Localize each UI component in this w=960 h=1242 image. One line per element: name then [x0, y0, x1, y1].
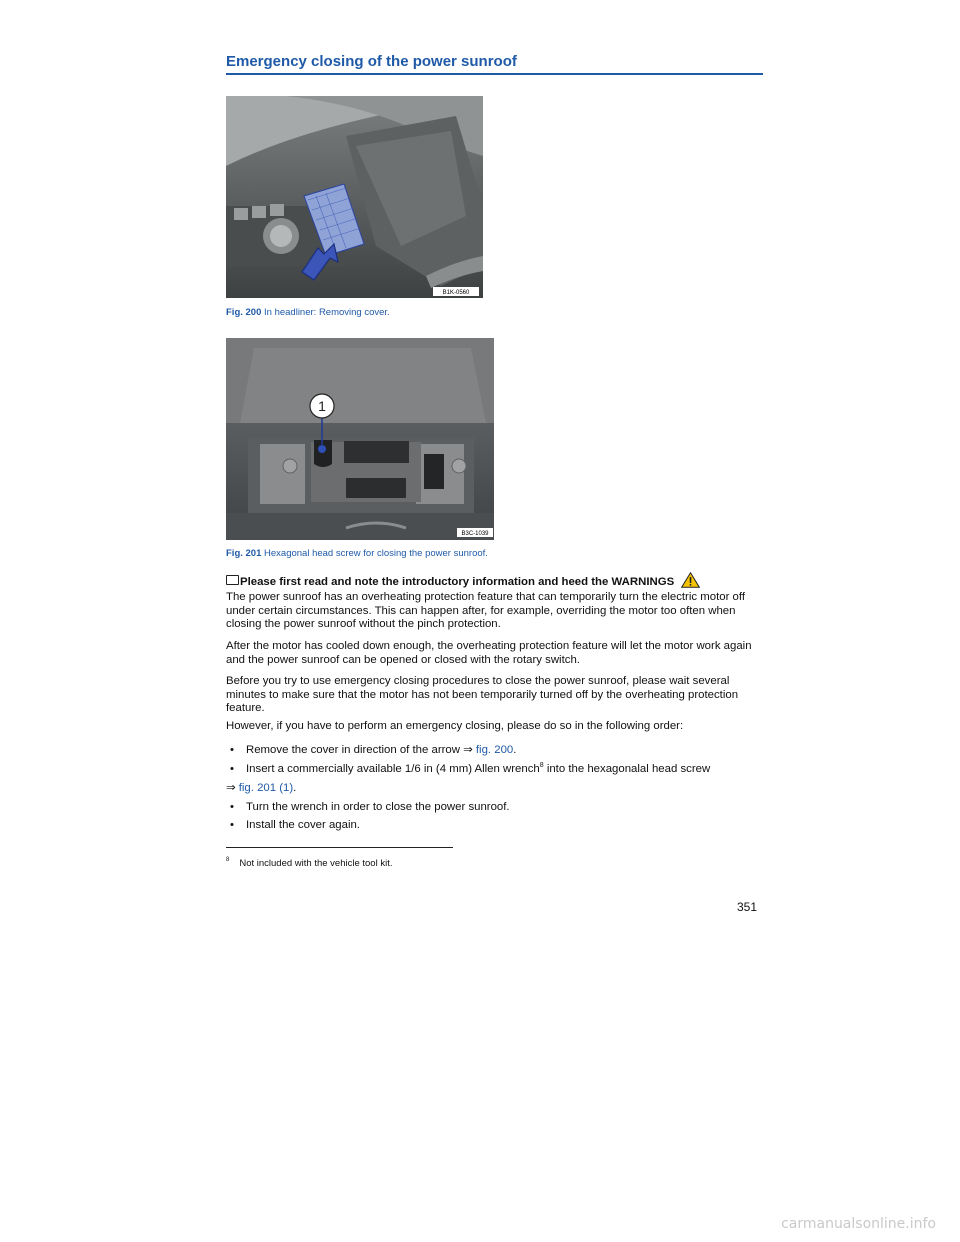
page-number: 351 — [737, 900, 758, 914]
paragraph-wait: Before you try to use emergency closing procedures to close the power sunroof, please wait several minutes to make sure that the motor has not been temporarily turned off by the overheating protection feature. — [226, 675, 739, 714]
footnote-divider — [226, 847, 453, 848]
title-underline — [226, 73, 763, 75]
figure-201-image — [226, 338, 494, 540]
fig-201-link[interactable]: fig. 201 (1) — [238, 782, 294, 794]
list-item: • Remove the cover in direction of the arrow ⇒ fig. 200. — [230, 744, 517, 756]
list-item: • Insert a commercially available 1/6 in (4 mm) Allen wrench$^8$ into the hexagonalal head screw — [230, 762, 711, 775]
book-icon — [226, 575, 239, 585]
figure-200-image — [226, 96, 483, 298]
fig-200-link[interactable]: fig. 200 — [475, 744, 514, 756]
footnote-ref[interactable]: 8 — [539, 762, 544, 769]
figure-200-code: B1K-0560 — [442, 290, 470, 296]
list-item: • Install the cover again. — [230, 819, 360, 831]
footnote-number: 8 — [226, 857, 230, 863]
section-title: Emergency closing of the power sunroof — [226, 53, 517, 70]
footnote-text: Not included with the vehicle tool kit. — [239, 858, 393, 869]
figure-201-caption-text: Hexagonal head screw for closing the power sunroof. — [264, 548, 488, 559]
bullet-icon: • — [230, 763, 234, 775]
bullet-icon: • — [230, 801, 234, 813]
figure-201-caption — [226, 548, 488, 559]
figure-201-label: Fig. 201 — [226, 548, 262, 559]
paragraph-cooled: After the motor has cooled down enough, the overheating protection feature will let the motor work again and the power sunroof can be opened or closed with the rotary switch. — [226, 640, 752, 666]
bullet-icon: • — [230, 819, 234, 831]
list-item: • Turn the wrench in order to close the power sunroof. — [230, 801, 510, 813]
figure-200-caption-text: In headliner: Removing cover. — [264, 307, 390, 318]
footnote — [226, 858, 392, 869]
figure-201-callout: 1 — [318, 398, 326, 414]
watermark: carmanualsonline.info — [781, 1216, 936, 1232]
figure-201-code: B3C-1039 — [461, 531, 489, 537]
read-warnings-notice — [226, 572, 766, 590]
figure-200-label: Fig. 200 — [226, 307, 262, 318]
bullet-icon: • — [230, 744, 234, 756]
arrow-icon: ⇒ — [226, 782, 236, 794]
list-item-continuation: ⇒ fig. 201 (1). — [226, 782, 297, 794]
warning-icon — [681, 572, 700, 588]
figure-200-caption — [226, 307, 390, 318]
paragraph-order: However, if you have to perform an emergency closing, please do so in the following order: — [226, 720, 684, 732]
paragraph-overheating: The power sunroof has an overheating protection feature that can temporarily turn the electric motor off under certain circumstances. This can happen after, for example, overriding the motor too often when closing the power sunroof without the pinch protection. — [226, 591, 745, 630]
arrow-icon: ⇒ — [463, 744, 473, 756]
read-warnings-text: Please first read and note the introductory information and heed the WARNINGS — [240, 576, 675, 588]
